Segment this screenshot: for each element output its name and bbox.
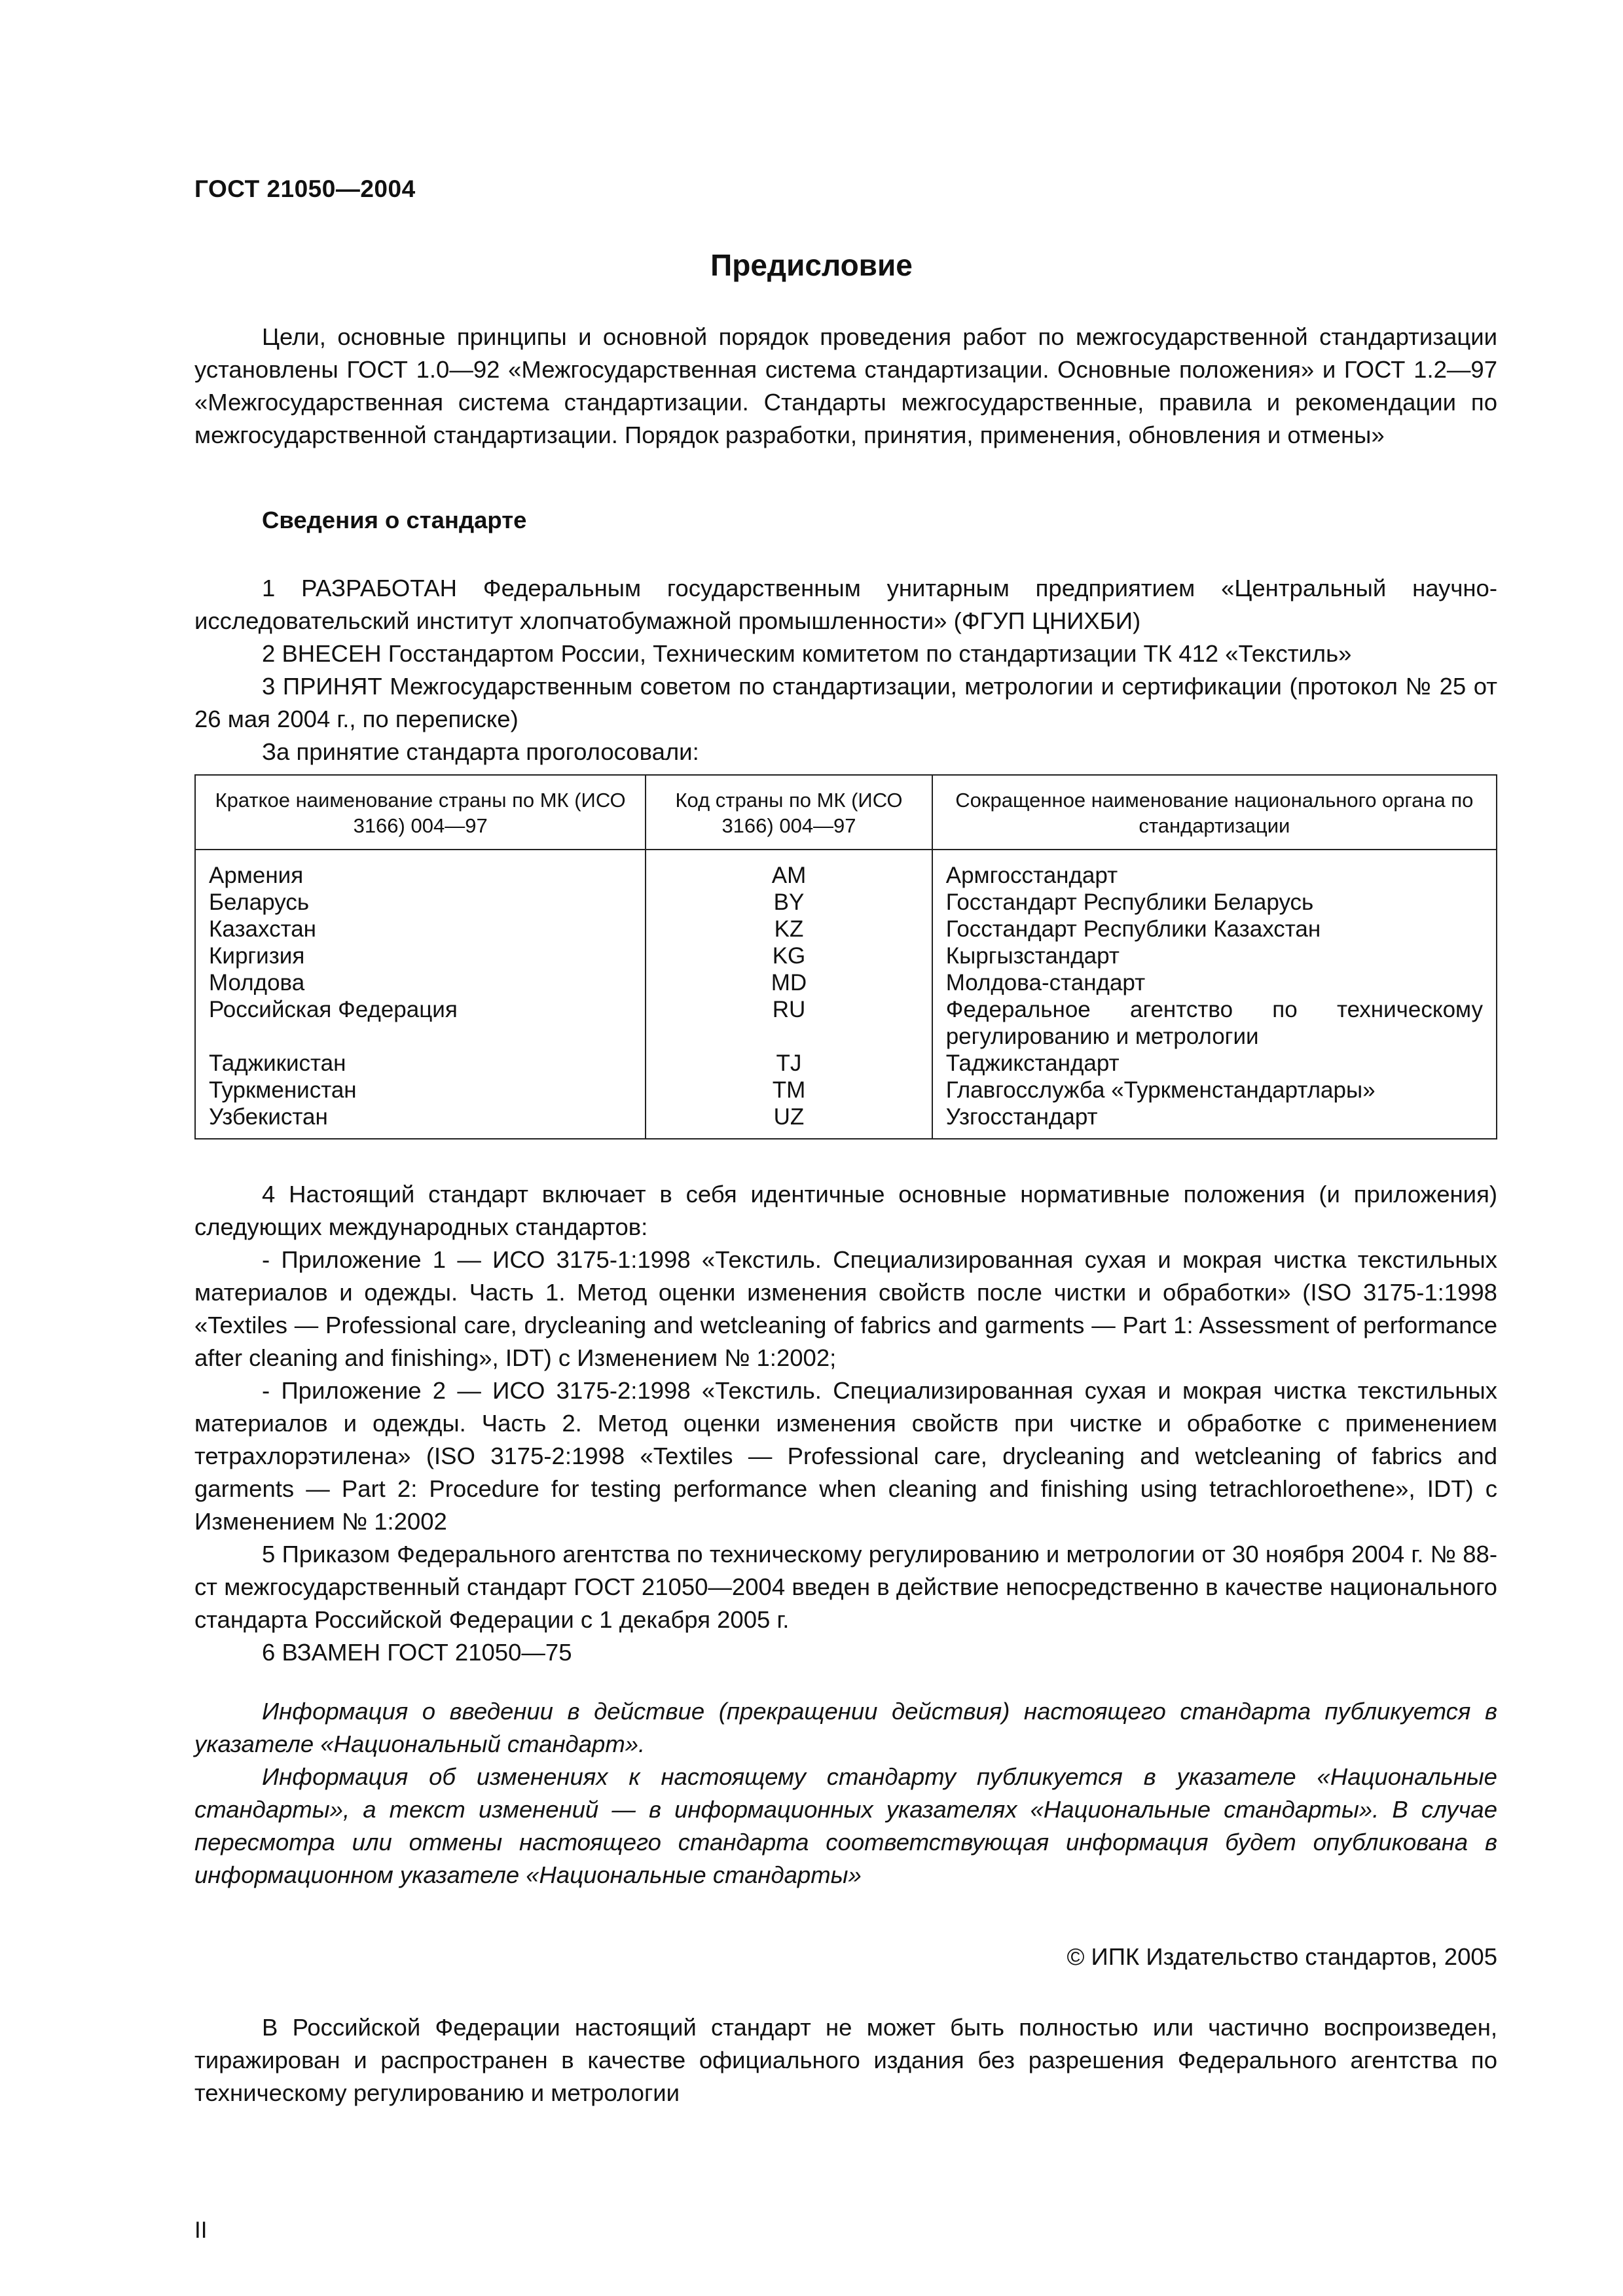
notice-1: Информация о введении в действие (прекращении действия) настоящего стандарта публикуется в указателе «Национальный стандарт». xyxy=(194,1698,1497,1757)
cell-country: Таджикистан xyxy=(195,1050,646,1077)
restriction-block xyxy=(194,2011,1497,2109)
cell-body: Кыргызстандарт xyxy=(932,942,1497,969)
table-row xyxy=(195,916,1497,942)
cell-code: TM xyxy=(646,1077,932,1103)
cell-code: AM xyxy=(646,850,932,889)
cell-country: Киргизия xyxy=(195,942,646,969)
page-number: II xyxy=(194,2217,208,2243)
cell-code: KZ xyxy=(646,916,932,942)
cell-body: Армгосстандарт xyxy=(932,850,1497,889)
table-row xyxy=(195,1050,1497,1077)
cell-code: RU xyxy=(646,996,932,1050)
table-row xyxy=(195,942,1497,969)
table-row xyxy=(195,996,1497,1050)
cell-code: KG xyxy=(646,942,932,969)
table-header-body: Сокращенное наименование национального органа по стандартизации xyxy=(932,775,1497,850)
voting-table xyxy=(194,774,1497,1139)
info-heading-block xyxy=(194,504,1497,537)
cell-body: Госстандарт Республики Казахстан xyxy=(932,916,1497,942)
cell-country: Молдова xyxy=(195,969,646,996)
info-heading: Сведения о стандарте xyxy=(262,507,527,533)
intro-paragraph: Цели, основные принципы и основной порядок проведения работ по межгосударственной стандартизации установлены ГОСТ 1.0—92 «Межгосударственная система стандартизации. Основные положения» и ГОСТ 1.2—97 «Межгосударственная система стандартизации. Стандарты межгосударственные, правила и рекомендации по межгосударственной стандартизации. Порядок разработки, принятия, применения, обновления и отмены» xyxy=(194,323,1497,448)
section-title: Предисловие xyxy=(710,248,913,282)
cell-country: Узбекистан xyxy=(195,1103,646,1139)
cell-body: Узгосстандарт xyxy=(932,1103,1497,1139)
notice-2: Информация об изменениях к настоящему стандарту публикуется в указателе «Национальные стандарты», а текст изменений — в информационных указателях «Национальные стандарты». В случае пересмотра или отмены настоящего стандарта соответствующая информация будет опубликована в информационном указателе «Национальные стандарты» xyxy=(194,1763,1497,1888)
table-row xyxy=(195,889,1497,916)
item-5: 5 Приказом Федерального агентства по техническому регулированию и метрологии от 30 ноября 2004 г. № 88-ст межгосударственный стандарт ГОСТ 21050—2004 введен в действие непосредственно в качестве национального стандарта Российской Федерации с 1 декабря 2005 г. xyxy=(194,1541,1497,1633)
table-row xyxy=(195,850,1497,889)
table-row xyxy=(195,969,1497,996)
cell-code: UZ xyxy=(646,1103,932,1139)
item-3: 3 ПРИНЯТ Межгосударственным советом по стандартизации, метрологии и сертификации (протокол № 25 от 26 мая 2004 г., по переписке) xyxy=(194,673,1497,732)
item-4: 4 Настоящий стандарт включает в себя идентичные основные нормативные положения (и приложения) следующих международных стандартов: xyxy=(194,1181,1497,1240)
restriction-paragraph: В Российской Федерации настоящий стандарт не может быть полностью или частично воспроизведен, тиражирован и распространен в качестве официального издания без разрешения Федерального агентства по техническому регулированию и метрологии xyxy=(194,2014,1497,2106)
table-header-row xyxy=(195,775,1497,850)
cell-body: Таджикстандарт xyxy=(932,1050,1497,1077)
cell-code: TJ xyxy=(646,1050,932,1077)
cell-body: Госстандарт Республики Беларусь xyxy=(932,889,1497,916)
item-1: 1 РАЗРАБОТАН Федеральным государственным унитарным предприятием «Центральный научно-исследовательский институт хлопчатобумажной промышленности» (ФГУП ЦНИХБИ) xyxy=(194,575,1497,634)
cell-country: Армения xyxy=(195,850,646,889)
cell-country: Российская Федерация xyxy=(195,996,646,1050)
table-header-country: Краткое наименование страны по МК (ИСО 3166) 004—97 xyxy=(195,775,646,850)
table-header-code: Код страны по МК (ИСО 3166) 004—97 xyxy=(646,775,932,850)
item-3-voted: За принятие стандарта проголосовали: xyxy=(262,738,699,765)
copyright: © ИПК Издательство стандартов, 2005 xyxy=(1067,1943,1497,1970)
voting-table-wrapper xyxy=(194,774,1497,1139)
item-4-annex-1: - Приложение 1 — ИСО 3175-1:1998 «Текстиль. Специализированная сухая и мокрая чистка текстильных материалов и одежды. Часть 1. Метод оценки изменения свойств после чистки и обработки» (ISO 3175-1:1998 «Textiles — Professional care, drycleaning and wetcleaning of fabrics and garments — Part 1: Assessment of performance after cleaning and finishing», IDT) с Изменением № 1:2002; xyxy=(194,1246,1497,1371)
cell-country: Туркменистан xyxy=(195,1077,646,1103)
cell-country: Беларусь xyxy=(195,889,646,916)
item-4-annex-2: - Приложение 2 — ИСО 3175-2:1998 «Текстиль. Специализированная сухая и мокрая чистка текстильных материалов и одежды. Часть 2. Метод оценки изменения свойств при чистке и обработке с применением тетрахлорэтилена» (ISO 3175-2:1998 «Textiles — Professional care, drycleaning and wetcleaning of fabrics and garments — Part 2: Procedure for testing performance when cleaning and finishing using tetrachloroethene», IDT) с Изменением № 1:2002 xyxy=(194,1377,1497,1535)
notices-block xyxy=(194,1695,1497,1892)
copyright-block xyxy=(194,1941,1497,1973)
item-2: 2 ВНЕСЕН Госстандартом России, Техническим комитетом по стандартизации ТК 412 «Текстиль» xyxy=(262,640,1352,667)
table-row xyxy=(195,1103,1497,1139)
intro-block xyxy=(194,321,1497,452)
cell-body: Молдова-стандарт xyxy=(932,969,1497,996)
cell-country: Казахстан xyxy=(195,916,646,942)
document-code: ГОСТ 21050—2004 xyxy=(194,175,416,202)
standard-info-block xyxy=(194,572,1497,768)
cell-body: Главгосслужба «Туркменстандартлары» xyxy=(932,1077,1497,1103)
cell-code: MD xyxy=(646,969,932,996)
standards-info-block xyxy=(194,1178,1497,1669)
cell-code: BY xyxy=(646,889,932,916)
item-6: 6 ВЗАМЕН ГОСТ 21050—75 xyxy=(262,1639,572,1666)
cell-body: Федеральное агентство по техническому регулированию и метрологии xyxy=(932,996,1497,1050)
table-row xyxy=(195,1077,1497,1103)
